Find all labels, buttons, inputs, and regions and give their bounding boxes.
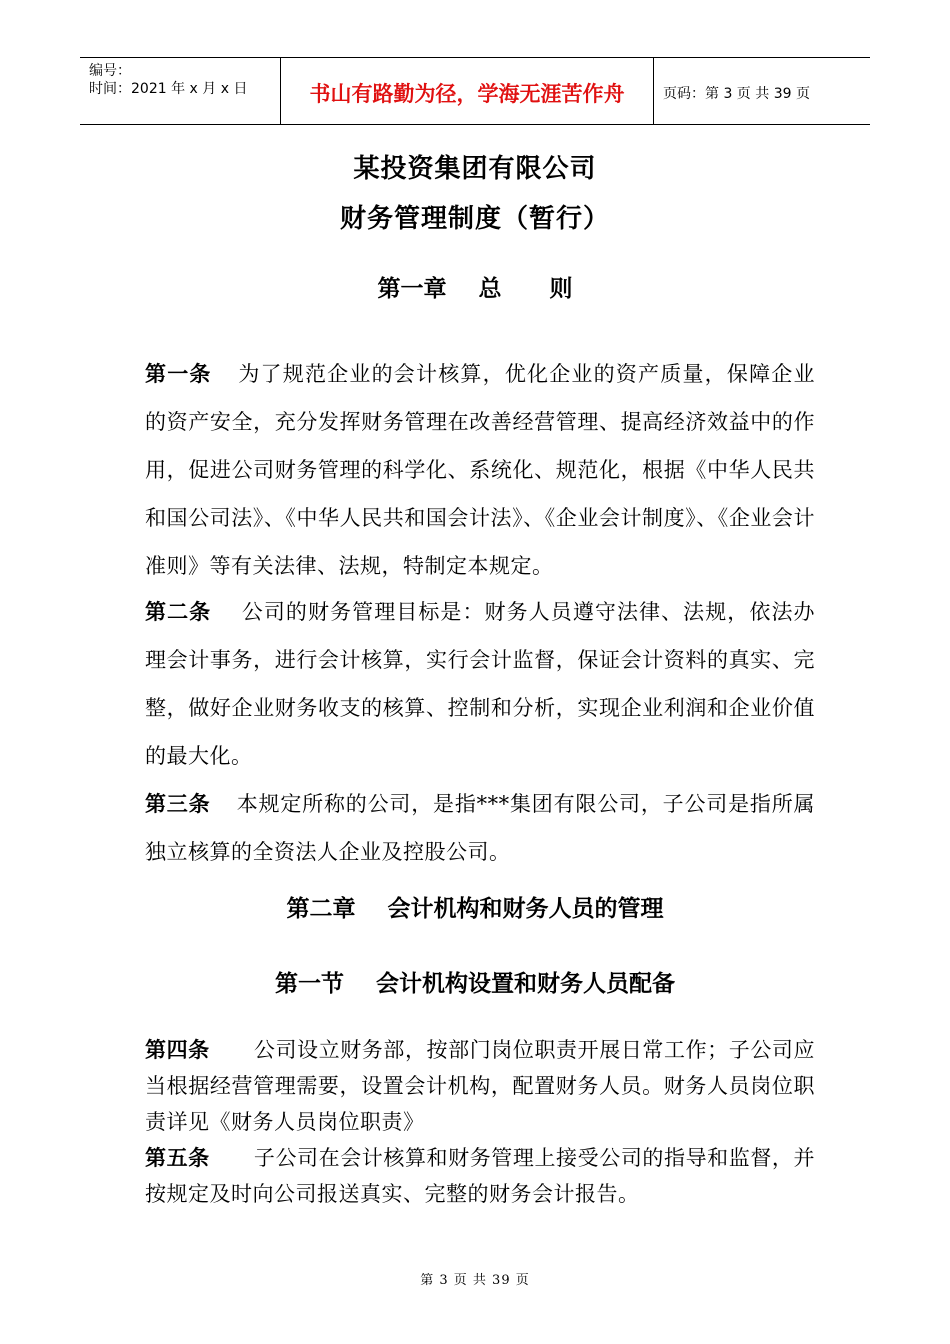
- article-4-label: 第四条: [145, 1038, 210, 1062]
- page-footer: 第 3 页 共 39 页: [420, 1273, 530, 1288]
- article-1-label: 第一条: [145, 362, 212, 386]
- article-5-text: 子公司在会计核算和财务管理上接受公司的指导和监督，并按规定及时向公司报送真实、完整的财务会计报告。: [145, 1146, 816, 1206]
- header-motto: 书山有路勤为径，学海无涯苦作舟: [281, 58, 654, 124]
- section-1-heading: 第一节 会计机构设置和财务人员配备: [274, 971, 676, 997]
- header-meta: [80, 58, 281, 124]
- chapter-1-heading: 第一章 总 则: [377, 276, 573, 302]
- article-4: [145, 1032, 815, 1140]
- document-title: 财务管理制度（暂行）: [339, 204, 610, 234]
- header-page-info: 页码：第 3 页 共 39 页: [663, 86, 810, 102]
- article-5: [145, 1140, 815, 1212]
- article-5-label: 第五条: [145, 1146, 210, 1170]
- article-1: [145, 350, 815, 590]
- document-number-label: 编号：: [89, 63, 131, 79]
- article-2-text: 公司的财务管理目标是：财务人员遵守法律、法规，依法办理会计事务，进行会计核算，实行会计监督，保证会计资料的真实、完整，做好企业财务收支的核算、控制和分析，实现企业利润和企业价值的最大化。: [145, 600, 816, 768]
- header-table: [80, 57, 870, 125]
- article-4-text: 公司设立财务部，按部门岗位职责开展日常工作；子公司应当根据经营管理需要，设置会计机构，配置财务人员。财务人员岗位职责详见《财务人员岗位职责》: [145, 1038, 816, 1134]
- article-1-text: 为了规范企业的会计核算，优化企业的资产质量，保障企业的资产安全，充分发挥财务管理在改善经营管理、提高经济效益中的作用，促进公司财务管理的科学化、系统化、规范化，根据《中华人民共和国公司法》、《中华人民共和国会计法》、《企业会计制度》、《企业会计准则》等有关法律、法规，特制定本规定。: [145, 362, 816, 578]
- article-2-label: 第二条: [145, 600, 212, 624]
- article-3: [145, 780, 815, 876]
- document-time-label: 时间：2021 年 x 月 x 日: [89, 81, 248, 97]
- company-name: 某投资集团有限公司: [353, 154, 597, 184]
- chapter-2-heading: 第二章 会计机构和财务人员的管理: [286, 896, 664, 922]
- article-3-label: 第三条: [145, 792, 211, 816]
- article-3-text: 本规定所称的公司，是指***集团有限公司，子公司是指所属独立核算的全资法人企业及控股公司。: [145, 792, 816, 864]
- article-2: [145, 588, 815, 780]
